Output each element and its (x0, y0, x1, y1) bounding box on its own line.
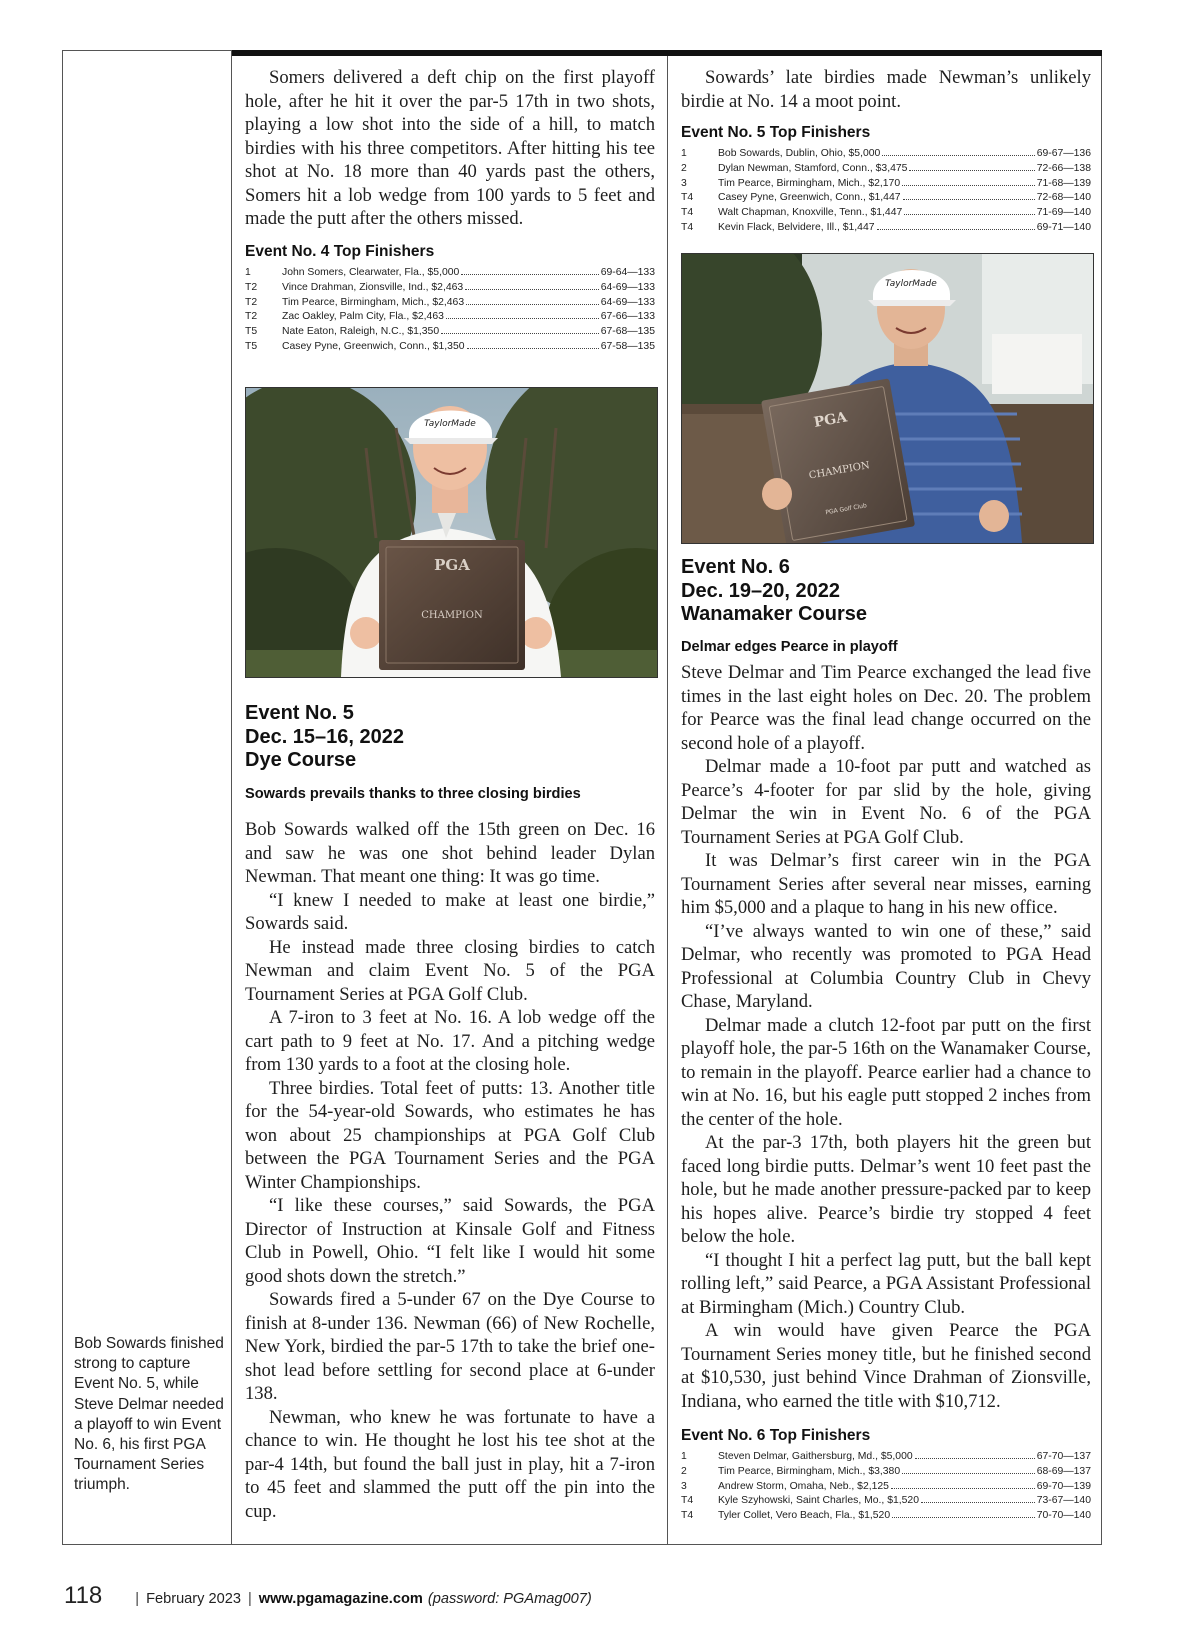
article-paragraph: He instead made three closing birdies to catch Newman and claim Event No. 5 of the PGA Tournament Series at PGA Golf Club. (245, 936, 655, 1005)
plaque-brand: PGA (434, 556, 470, 574)
left-column-top (245, 66, 655, 231)
column-divider-left (231, 50, 232, 1545)
table-row: 1 Bob Sowards, Dublin, Ohio, $5,000 69-67—136 (681, 148, 1091, 159)
page-footer (64, 1582, 592, 1612)
event5-date: Dec. 15–16, 2022 (245, 725, 405, 748)
table-row: T4 Tyler Collet, Vero Beach, Fla., $1,520 70-70—140 (681, 1510, 1091, 1522)
article-paragraph: Steve Delmar and Tim Pearce exchanged the lead five times in the last eight holes on Dec. 20. The problem for Pearce was the final lead change occurred on the second hole of a playoff. (681, 662, 1091, 754)
event5-closing-paragraph: Sowards’ late birdies made Newman’s unlikely birdie at No. 14 a moot point. (681, 67, 1091, 112)
article-paragraph: “I’ve always wanted to win one of these,” said Delmar, who recently was promoted to PGA Head Professional at Columbia Country Club in Chevy Chase, Maryland. (681, 920, 1091, 1012)
table-row: T5 Nate Eaton, Raleigh, N.C., $1,350 67-68—135 (245, 326, 655, 338)
table-row: 3 Andrew Storm, Omaha, Neb., $2,125 69-70—139 (681, 1480, 1091, 1492)
page-number: 118 (64, 1582, 103, 1609)
cap-logo: TaylorMade (424, 419, 476, 429)
event5-results-table (681, 124, 1091, 236)
table-row: T4 Walt Chapman, Knoxville, Tenn., $1,447 71-69—140 (681, 207, 1091, 219)
table-row: 2 Tim Pearce, Birmingham, Mich., $3,380 68-69—137 (681, 1465, 1091, 1477)
table-row: T2 Vince Drahman, Zionsville, Ind., $2,463 64-69—133 (245, 281, 655, 293)
article-paragraph: A win would have given Pearce the PGA Tournament Series money title, but he finished second at $10,530, just behind Vince Drahman of Zionsville, Indiana, who earned the title with $10,712. (681, 1320, 1091, 1412)
plaque-footer: PGA Golf Club (824, 502, 868, 517)
table-row: 3 Tim Pearce, Birmingham, Mich., $2,170 71-68—139 (681, 177, 1091, 189)
photo-bob-sowards (245, 387, 658, 678)
table-row: 2 Dylan Newman, Stamford, Conn., $3,475 72-66—138 (681, 162, 1091, 174)
table-title: Event No. 4 Top Finishers (245, 243, 435, 260)
plaque-brand: PGA (812, 409, 849, 431)
photo-caption: Bob Sowards finished strong to capture Event No. 5, while Steve Delmar needed a playoff to win Event No. 6, his first PGA Tournament Series triumph. (74, 1335, 224, 1494)
article-paragraph: Newman, who knew he was fortunate to have a chance to win. He thought he lost his tee shot at the par-4 14th, but found the ball just in play, hit a 7-iron to 45 feet and slammed the putt off the pin into the cup. (245, 1406, 655, 1522)
event5-subhead-wrap (245, 786, 655, 802)
event6-subhead-wrap (681, 639, 1091, 655)
event6-date: Dec. 19–20, 2022 (681, 579, 841, 602)
table-row: T4 Kevin Flack, Belvidere, Ill., $1,447 69-71—140 (681, 221, 1091, 233)
article-paragraph: It was Delmar’s first career win in the PGA Tournament Series after several near misses, earning him $5,000 and a plaque to hang in his new office. (681, 850, 1091, 918)
password-note: (password: PGAmag007) (427, 1591, 592, 1607)
website-link[interactable]: www.pgamagazine.com (258, 1591, 423, 1607)
article-paragraph: Bob Sowards walked off the 15th green on Dec. 16 and saw he was one shot behind leader Dylan Newman. That meant one thing: It was go time. (245, 819, 655, 887)
table-title: Event No. 5 Top Finishers (681, 124, 871, 141)
event6-article (681, 661, 1091, 1413)
table-row: 1 Steven Delmar, Gaithersburg, Md., $5,000 67-70—137 (681, 1451, 1091, 1462)
plaque-title: CHAMPION (808, 460, 871, 482)
right-column-top (681, 66, 1091, 113)
photo-steve-delmar (681, 253, 1094, 544)
table-row: T2 Tim Pearce, Birmingham, Mich., $2,463 64-69—133 (245, 296, 655, 308)
article-paragraph: Delmar made a 10-foot par putt and watched as Pearce’s 4-footer for par slid by the hole, giving Delmar the win in Event No. 6 of the PGA Tournament Series at PGA Golf Club. (681, 756, 1091, 848)
article-paragraph: At the par-3 17th, both players hit the green but faced long birdie putts. Delmar’s went 10 feet past the hole, but he made another pressure-packed par to keep his hopes alive. Pearce’s birdie try stopped 4 feet below the hole. (681, 1132, 1091, 1247)
event6-title: Event No. 6 (681, 556, 790, 578)
event6-course: Wanamaker Course (681, 603, 867, 625)
event6-results-table (681, 1427, 1091, 1524)
table-row: T4 Casey Pyne, Greenwich, Conn., $1,447 72-68—140 (681, 192, 1091, 204)
event4-closing-paragraph: Somers delivered a deft chip on the first playoff hole, after he hit it over the par-5 17th in two shots, playing a low shot into the side of a hill, to match birdies with his three competitors. After hitting his tee shot at No. 18 more than 40 yards past the others, Somers hit a lob wedge from 100 yards to 5 feet and made the putt after the others missed. (245, 67, 655, 229)
article-paragraph: Sowards fired a 5-under 67 on the Dye Course to finish at 8-under 136. Newman (66) of New Rochelle, New York, birdied the par-5 17th to take the brief one-shot lead before settling for second place at 6-under 138. (245, 1289, 655, 1404)
issue-date: February 2023 (146, 1591, 241, 1607)
article-paragraph: “I knew I needed to make at least one birdie,” Sowards said. (245, 889, 655, 934)
table-title: Event No. 6 Top Finishers (681, 1427, 871, 1444)
footer-separator: | (135, 1591, 140, 1607)
footer-separator: | (247, 1591, 252, 1607)
plaque-title: CHAMPION (421, 610, 483, 621)
article-paragraph: Delmar made a clutch 12-foot par putt on the first playoff hole, the par-5 16th on the Wanamaker Course, to remain in the playoff. Pearce earlier had a chance to win at No. 16, but his eagle putt stopped 2 inches from the center of the hole. (681, 1014, 1091, 1130)
table-row: T4 Kyle Szyhowski, Saint Charles, Mo., $1,520 73-67—140 (681, 1495, 1091, 1507)
event5-article (245, 818, 655, 1523)
table-row: 1 John Somers, Clearwater, Fla., $5,000 69-64—133 (245, 267, 655, 278)
event4-results-table (245, 243, 655, 355)
article-paragraph: A 7-iron to 3 feet at No. 16. A lob wedge off the cart path to 9 feet at No. 17. And a pitching wedge from 130 yards to a foot at the closing hole. (245, 1007, 655, 1075)
table-row: T2 Zac Oakley, Palm City, Fla., $2,463 67-66—133 (245, 311, 655, 323)
table-row: T5 Casey Pyne, Greenwich, Conn., $1,350 67-58—135 (245, 340, 655, 352)
column-divider-right (667, 56, 668, 1545)
event5-heading (245, 702, 655, 773)
event5-course: Dye Course (245, 749, 357, 771)
article-paragraph: “I thought I hit a perfect lag putt, but the ball kept rolling left,” said Pearce, a PGA Assistant Professional at Birmingham (Mich.) Country Club. (681, 1249, 1091, 1318)
article-paragraph: “I like these courses,” said Sowards, the PGA Director of Instruction at Kinsale Golf and Fitness Club in Powell, Ohio. “I felt like I would hit some good shots down the stretch.” (245, 1195, 655, 1287)
event6-heading (681, 556, 1091, 627)
event6-subhead: Delmar edges Pearce in playoff (681, 639, 898, 655)
event5-title: Event No. 5 (245, 702, 354, 724)
cap-logo: TaylorMade (885, 279, 937, 289)
event5-subhead: Sowards prevails thanks to three closing birdies (245, 786, 581, 802)
article-paragraph: Three birdies. Total feet of putts: 13. Another title for the 54-year-old Sowards, who estimates he has won about 25 championships at PGA Golf Club between the PGA Tournament Series and the PGA Winter Championships. (245, 1077, 655, 1193)
